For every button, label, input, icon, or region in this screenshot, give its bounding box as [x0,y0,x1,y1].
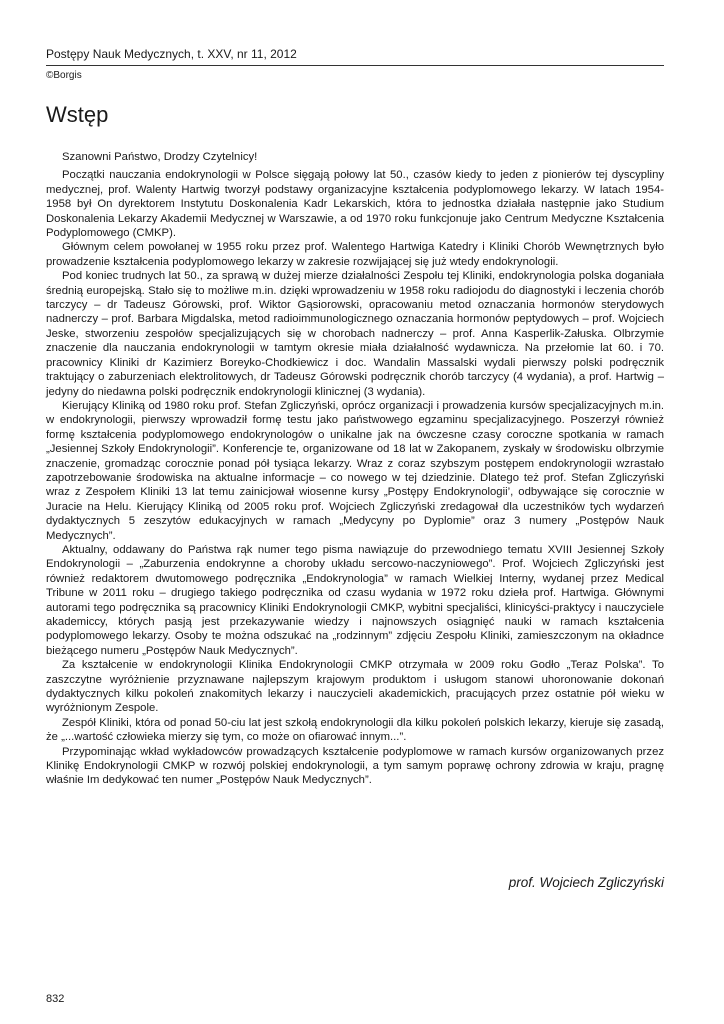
author-signature: prof. Wojciech Zgliczyński [508,875,664,890]
article-body [46,150,664,788]
paragraph: Pod koniec trudnych lat 50., za sprawą w dużej mierze działalności Zespołu tej Kliniki, endokrynologia polska doganiała średnią europejską. Stało się to możliwe m.in. dzięki wprowadzeniu w 1958 roku radiojodu do diagnostyki i leczenia chorób tarczycy – dr Tadeusz Górowski, prof. Wiktor Gąsiorowski, opracowaniu metod oznaczania hormonów sterydowych nadnerczy – prof. Barbara Migdalska, metod radioimmunologicznego oznaczania hormonów peptydowych – prof. Wojciech Jeske, stworzeniu zespołów specjalizujących się w chorobach nadnerczy – prof. Anna Kasperlik-Załuska. Olbrzymie znaczenie dla nauczania endokrynologii w tamtym okresie miała działalność wydawnicza. Na przełomie lat 60. i 70. pracownicy Kliniki dr Kazimierz Boreyko-Chodkiewicz i doc. Wandalin Massalski wydali pierwszy polski podręcznik traktujący o zaburzeniach elektrolitowych, dr Tadeusz Górowski podręcznik chorób tarczycy (4 wydania), a prof. Hartwig – jedyny do niedawna polski podręcznik endokrynologii klinicznej (3 wydania). [46,270,664,398]
paragraph: Przypominając wkład wykładowców prowadzących kształcenie podyplomowe w ramach kursów organizowanych przez Klinikę Endokrynologii CMKP w rozwój polskiej endokrynologii, a tym samym poprawę ochrony zdrowia w kraju, pragnę właśnie Im dedykować ten numer „Postępów Nauk Medycznych”. [46,745,664,787]
copyright-notice: ©Borgis [46,70,82,81]
header-rule [46,65,664,66]
paragraph: Głównym celem powołanej w 1955 roku przez prof. Walentego Hartwiga Katedry i Kliniki Chorób Wewnętrznych było prowadzenie kształcenia podyplomowego lekarzy w zakresie rozwijającej się już wtedy endokrynologii. [46,241,664,268]
paragraph: Zespół Kliniki, która od ponad 50-ciu lat jest szkołą endokrynologii dla kilku pokoleń polskich lekarzy, kieruje się zasadą, że „...wartość człowieka mierzy się tym, co może on ofiarować innym...”. [46,716,664,744]
paragraph: Początki nauczania endokrynologii w Polsce sięgają połowy lat 50., czasów kiedy to jeden z pionierów tej dyscypliny medycznej, prof. Walenty Hartwig tworzył podstawy organizacyjne kształcenia podyplomowego lekarzy. W latach 1954-1958 był On dyrektorem Instytutu Doskonalenia Kadr Lekarskich, która to jednostka działała następnie jako Studium Doskonalenia Lekarzy Akademii Medycznej w Warszawie, a od 1970 roku funkcjonuje jako Centrum Medyczne Kształcenia Podyplomowego (CMKP). [46,169,664,240]
journal-header: Postępy Nauk Medycznych, t. XXV, nr 11, 2012 [46,47,297,61]
paragraph: Aktualny, oddawany do Państwa rąk numer tego pisma nawiązuje do przewodniego tematu XVIII Jesiennej Szkoły Endokrynologii – „Zaburzenia endokrynne a choroby układu sercowo-naczyniowego”. Prof. Wojciech Zgliczyński jest również redaktorem dwutomowego podręcznika „Endokrynologia” w ramach Wielkiej Interny, wydanej przez Medical Tribune w 2011 roku – drugiego takiego podręcznika od czasu wydania w 1972 roku dzieła prof. Hartwiga. Głównymi autorami tego podręcznika są pracownicy Kliniki Endokrynologii CMKP, wybitni specjaliści, klinicyści-praktycy i nauczyciele akademiccy, których pasją jest przekazywanie wiedzy i najnowszych osiągnięć nauki w ramach kształcenia podyplomowego lekarzy. Osoby te można odszukać na „rodzinnym” zdjęciu Zespołu Kliniki, zamieszczonym na okładnce bieżącego numeru „Postępów Nauk Medycznych”. [46,543,664,657]
page-number: 832 [46,993,65,1005]
paragraph: Kierujący Kliniką od 1980 roku prof. Stefan Zgliczyński, oprócz organizacji i prowadzenia kursów specjalizacyjnych m.in. w endokrynologii, pierwszy wprowadził formę testu jako państwowego egzaminu specjalizacyjnego. Poszerzył również formę kształcenia podyplomowego endokrynologów o unikalne jak na ówczesne czasy coroczne spotkania w ramach „Jesiennej Szkoły Endokrynologii”. Konferencje te, organizowane od 18 lat w Zakopanem, zyskały w środowisku olbrzymie znaczenie, gromadząc corocznie ponad pół tysiąca lekarzy. Wraz z coraz szybszym postępem endokrynologii wzrastało zapotrzebowanie środowiska na aktualne informacje – co nowego w tej dziedzinie. Dlatego też prof. Stefan Zgliczyński wraz z Zespołem Kliniki 13 lat temu zainicjował wiosenne kursy „Postępy Endokrynologii’, odbywające się corocznie w Juracie na Helu. Kierujący Kliniką od 2005 roku prof. Wojciech Zgliczyński zredagował dla uczestników tych wydarzeń dydaktycznych 5 zeszytów edukacyjnych w ramach „Medycyny po Dyplomie” oraz 3 numery „Postępów Nauk Medycznych”. [46,399,664,542]
page-title: Wstęp [46,102,109,127]
paragraph: Za kształcenie w endokrynologii Klinika Endokrynologii CMKP otrzymała w 2009 roku Godło „Teraz Polska”. To zaszczytne wyróżnienie przyznawane najlepszym krajowym produktom i usługom stanowi uhoronowanie dokonań dydaktycznych kilku pokoleń znakomitych lekarzy i nauczycieli akademickich, pracujących przez ostatnie pół wieku w wyróżnionym Zespole. [46,659,664,715]
greeting: Szanowni Państwo, Drodzy Czytelnicy! [62,151,258,163]
